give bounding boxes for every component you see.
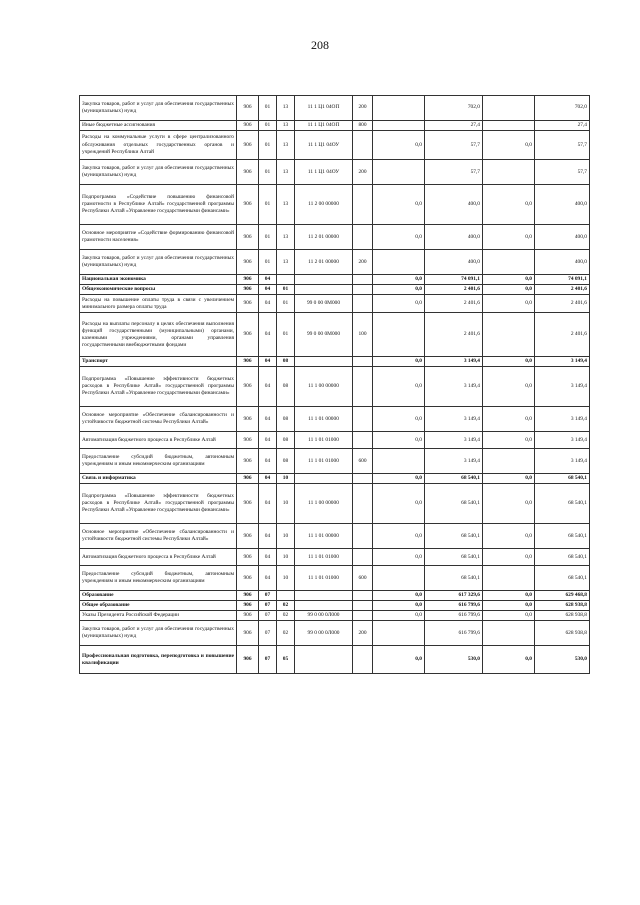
table-row xyxy=(80,611,590,621)
table-row xyxy=(80,646,590,674)
row-name-cell: Расходы на повышение оплаты труда в связи с увеличением минимального размера оплаты труда xyxy=(80,295,237,313)
row-value-cell-d: 11 1 Ц1 04ОУ xyxy=(295,131,353,160)
row-value-cell-b: 04 xyxy=(259,474,277,484)
row-name-cell: Подпрограмма «Повышение эффективности бюджетных расходов в Республике Алтай» государственной программы Республики Алтай «Управление государственными финансами» xyxy=(80,484,237,524)
row-value-cell-e xyxy=(353,646,373,674)
row-value-cell-a: 906 xyxy=(237,524,259,549)
row-value-cell-h xyxy=(483,250,535,275)
row-name-cell: Национальная экономика xyxy=(80,275,237,285)
row-value-cell-e: 600 xyxy=(353,566,373,591)
row-value-cell-e: 200 xyxy=(353,250,373,275)
row-name-cell: Расходы на выплаты персоналу в целях обеспечения выполнения функций государственными (муниципальными) органами, казенными учреждениями, органами управления государственными внебюджетными фондами xyxy=(80,313,237,357)
row-value-cell-b: 04 xyxy=(259,484,277,524)
row-value-cell-g: 3 149,4 xyxy=(425,407,483,432)
row-value-cell-c: 13 xyxy=(277,250,295,275)
row-value-cell-i: 702,0 xyxy=(535,96,590,121)
row-name-cell: Закупка товаров, работ и услуг для обеспечения государственных (муниципальных) нужд xyxy=(80,96,237,121)
row-value-cell-h: 0,0 xyxy=(483,474,535,484)
row-value-cell-h: 0,0 xyxy=(483,295,535,313)
row-name-cell: Закупка товаров, работ и услуг для обеспечения государственных (муниципальных) нужд xyxy=(80,621,237,646)
row-value-cell-h: 0,0 xyxy=(483,484,535,524)
row-value-cell-h: 0,0 xyxy=(483,646,535,674)
row-value-cell-a: 906 xyxy=(237,357,259,367)
row-value-cell-c: 13 xyxy=(277,160,295,185)
row-name-cell: Основное мероприятие «Обеспечение сбалансированности и устойчивости бюджетной системы Республики Алтай» xyxy=(80,407,237,432)
row-value-cell-i: 530,0 xyxy=(535,646,590,674)
row-value-cell-g: 616 799,6 xyxy=(425,611,483,621)
table-row xyxy=(80,549,590,566)
row-value-cell-i: 74 091,1 xyxy=(535,275,590,285)
row-name-cell: Транспорт xyxy=(80,357,237,367)
table-row xyxy=(80,601,590,611)
row-value-cell-b: 04 xyxy=(259,524,277,549)
row-value-cell-a: 906 xyxy=(237,432,259,449)
row-value-cell-c: 01 xyxy=(277,295,295,313)
row-value-cell-c: 10 xyxy=(277,484,295,524)
row-value-cell-h xyxy=(483,449,535,474)
row-value-cell-f: 0,0 xyxy=(373,407,425,432)
row-value-cell-f: 0,0 xyxy=(373,275,425,285)
row-value-cell-a: 906 xyxy=(237,646,259,674)
row-value-cell-e xyxy=(353,432,373,449)
row-value-cell-f: 0,0 xyxy=(373,295,425,313)
row-value-cell-b: 04 xyxy=(259,549,277,566)
table-row xyxy=(80,121,590,131)
row-value-cell-h: 0,0 xyxy=(483,285,535,295)
row-name-cell: Общеэкономические вопросы xyxy=(80,285,237,295)
row-value-cell-h xyxy=(483,121,535,131)
row-name-cell: Указы Президента Российской Федерации xyxy=(80,611,237,621)
row-value-cell-f: 0,0 xyxy=(373,591,425,601)
row-value-cell-a: 906 xyxy=(237,313,259,357)
row-name-cell: Расходы на коммунальные услуги в сфере централизованного обслуживания отдельных государственных органов и учреждений Республики Алтай xyxy=(80,131,237,160)
row-value-cell-f: 0,0 xyxy=(373,357,425,367)
row-value-cell-a: 906 xyxy=(237,407,259,432)
row-value-cell-d: 11 2 01 00000 xyxy=(295,250,353,275)
row-value-cell-g: 3 149,4 xyxy=(425,432,483,449)
row-value-cell-e xyxy=(353,367,373,407)
row-value-cell-h xyxy=(483,160,535,185)
row-value-cell-f xyxy=(373,621,425,646)
row-value-cell-a: 906 xyxy=(237,185,259,225)
row-name-cell: Автоматизация бюджетного процесса в Республике Алтай xyxy=(80,432,237,449)
row-value-cell-e: 200 xyxy=(353,160,373,185)
table-row xyxy=(80,96,590,121)
table-row xyxy=(80,131,590,160)
budget-table xyxy=(79,95,590,674)
row-value-cell-d xyxy=(295,357,353,367)
row-value-cell-a: 906 xyxy=(237,566,259,591)
row-value-cell-g: 3 149,4 xyxy=(425,449,483,474)
row-value-cell-g: 68 540,1 xyxy=(425,484,483,524)
row-value-cell-f xyxy=(373,313,425,357)
row-value-cell-h: 0,0 xyxy=(483,432,535,449)
row-value-cell-d xyxy=(295,275,353,285)
row-value-cell-c: 13 xyxy=(277,96,295,121)
row-value-cell-a: 906 xyxy=(237,131,259,160)
row-value-cell-f: 0,0 xyxy=(373,611,425,621)
row-value-cell-d: 99 0 00 0М000 xyxy=(295,313,353,357)
row-value-cell-i: 68 540,1 xyxy=(535,524,590,549)
row-value-cell-i: 68 540,1 xyxy=(535,484,590,524)
row-value-cell-e xyxy=(353,295,373,313)
row-value-cell-c: 08 xyxy=(277,367,295,407)
row-value-cell-b: 04 xyxy=(259,367,277,407)
row-value-cell-c: 13 xyxy=(277,131,295,160)
row-value-cell-g: 530,0 xyxy=(425,646,483,674)
table-row xyxy=(80,250,590,275)
row-value-cell-h: 0,0 xyxy=(483,549,535,566)
row-value-cell-i: 629 468,8 xyxy=(535,591,590,601)
row-value-cell-h xyxy=(483,621,535,646)
row-value-cell-b: 01 xyxy=(259,96,277,121)
row-value-cell-g: 57,7 xyxy=(425,160,483,185)
row-value-cell-d: 11 1 Ц1 04ОП xyxy=(295,121,353,131)
table-row xyxy=(80,591,590,601)
row-value-cell-g: 27,4 xyxy=(425,121,483,131)
row-value-cell-f xyxy=(373,160,425,185)
row-value-cell-e: 600 xyxy=(353,449,373,474)
table-row xyxy=(80,367,590,407)
page-number: 208 xyxy=(311,38,329,52)
row-value-cell-g: 68 540,1 xyxy=(425,524,483,549)
row-value-cell-e xyxy=(353,225,373,250)
row-value-cell-e xyxy=(353,524,373,549)
row-value-cell-d: 11 1 00 00000 xyxy=(295,367,353,407)
row-value-cell-f xyxy=(373,449,425,474)
row-value-cell-d: 11 1 Ц1 04ОП xyxy=(295,96,353,121)
row-value-cell-g: 616 799,6 xyxy=(425,621,483,646)
row-value-cell-h: 0,0 xyxy=(483,611,535,621)
row-value-cell-b: 01 xyxy=(259,131,277,160)
row-name-cell: Закупка товаров, работ и услуг для обеспечения государственных (муниципальных) нужд xyxy=(80,160,237,185)
row-value-cell-g: 68 540,1 xyxy=(425,474,483,484)
row-name-cell: Образование xyxy=(80,591,237,601)
row-value-cell-i: 3 149,4 xyxy=(535,449,590,474)
row-value-cell-e: 800 xyxy=(353,121,373,131)
row-value-cell-b: 01 xyxy=(259,121,277,131)
row-value-cell-b: 07 xyxy=(259,601,277,611)
row-value-cell-d: 11 2 00 00000 xyxy=(295,185,353,225)
row-value-cell-e xyxy=(353,611,373,621)
row-value-cell-b: 07 xyxy=(259,646,277,674)
row-value-cell-b: 01 xyxy=(259,185,277,225)
row-value-cell-c: 10 xyxy=(277,566,295,591)
table-row xyxy=(80,225,590,250)
table-row xyxy=(80,285,590,295)
row-value-cell-i: 3 149,4 xyxy=(535,407,590,432)
table-row xyxy=(80,566,590,591)
row-value-cell-c xyxy=(277,275,295,285)
row-value-cell-c: 08 xyxy=(277,432,295,449)
row-value-cell-e xyxy=(353,285,373,295)
row-value-cell-g: 400,0 xyxy=(425,250,483,275)
row-value-cell-i: 400,0 xyxy=(535,250,590,275)
row-value-cell-g: 2 401,6 xyxy=(425,313,483,357)
row-value-cell-d xyxy=(295,601,353,611)
row-value-cell-e xyxy=(353,484,373,524)
row-value-cell-d: 11 1 01 00000 xyxy=(295,407,353,432)
row-value-cell-e: 100 xyxy=(353,313,373,357)
row-value-cell-d xyxy=(295,474,353,484)
row-value-cell-f: 0,0 xyxy=(373,524,425,549)
row-value-cell-h: 0,0 xyxy=(483,357,535,367)
row-value-cell-b: 01 xyxy=(259,250,277,275)
row-value-cell-e xyxy=(353,131,373,160)
row-value-cell-e xyxy=(353,407,373,432)
row-value-cell-a: 906 xyxy=(237,250,259,275)
row-value-cell-g: 68 540,1 xyxy=(425,566,483,591)
row-value-cell-h: 0,0 xyxy=(483,225,535,250)
row-value-cell-f: 0,0 xyxy=(373,474,425,484)
row-value-cell-e xyxy=(353,549,373,566)
row-value-cell-b: 07 xyxy=(259,621,277,646)
row-value-cell-c: 02 xyxy=(277,611,295,621)
table-row xyxy=(80,484,590,524)
row-value-cell-a: 906 xyxy=(237,225,259,250)
row-value-cell-b: 01 xyxy=(259,225,277,250)
row-value-cell-i: 3 149,4 xyxy=(535,432,590,449)
row-value-cell-g: 400,0 xyxy=(425,225,483,250)
row-value-cell-i: 628 938,8 xyxy=(535,601,590,611)
row-name-cell: Предоставление субсидий бюджетным, автономным учреждениям и иным некоммерческим организациям xyxy=(80,566,237,591)
row-value-cell-e xyxy=(353,275,373,285)
row-value-cell-a: 906 xyxy=(237,285,259,295)
row-value-cell-i: 628 938,8 xyxy=(535,621,590,646)
row-value-cell-c: 10 xyxy=(277,549,295,566)
row-value-cell-d xyxy=(295,591,353,601)
row-value-cell-g: 702,0 xyxy=(425,96,483,121)
row-value-cell-e xyxy=(353,185,373,225)
row-value-cell-a: 906 xyxy=(237,611,259,621)
row-value-cell-b: 07 xyxy=(259,591,277,601)
row-value-cell-a: 906 xyxy=(237,275,259,285)
row-value-cell-c: 13 xyxy=(277,185,295,225)
row-value-cell-d: 11 1 01 01000 xyxy=(295,449,353,474)
row-name-cell: Профессиональная подготовка, переподготовка и повышение квалификации xyxy=(80,646,237,674)
row-value-cell-h xyxy=(483,566,535,591)
row-value-cell-f: 0,0 xyxy=(373,131,425,160)
row-value-cell-a: 906 xyxy=(237,474,259,484)
row-value-cell-d xyxy=(295,646,353,674)
row-value-cell-d: 11 1 01 00000 xyxy=(295,524,353,549)
table-row xyxy=(80,313,590,357)
row-name-cell: Иные бюджетные ассигнования xyxy=(80,121,237,131)
row-value-cell-h: 0,0 xyxy=(483,367,535,407)
row-value-cell-i: 2 401,6 xyxy=(535,285,590,295)
row-value-cell-c: 13 xyxy=(277,121,295,131)
row-value-cell-e xyxy=(353,357,373,367)
row-value-cell-f: 0,0 xyxy=(373,432,425,449)
row-value-cell-h: 0,0 xyxy=(483,591,535,601)
row-value-cell-a: 906 xyxy=(237,549,259,566)
row-value-cell-h: 0,0 xyxy=(483,185,535,225)
row-value-cell-b: 04 xyxy=(259,449,277,474)
row-value-cell-c: 01 xyxy=(277,285,295,295)
row-value-cell-g: 68 540,1 xyxy=(425,549,483,566)
row-value-cell-d: 11 1 01 01000 xyxy=(295,432,353,449)
row-value-cell-b: 01 xyxy=(259,160,277,185)
row-value-cell-b: 04 xyxy=(259,432,277,449)
table-row xyxy=(80,275,590,285)
row-value-cell-i: 2 401,6 xyxy=(535,295,590,313)
row-name-cell: Основное мероприятие «Содействие формированию финансовой грамотности населения» xyxy=(80,225,237,250)
row-value-cell-f xyxy=(373,250,425,275)
row-value-cell-g: 74 091,1 xyxy=(425,275,483,285)
row-value-cell-c: 08 xyxy=(277,449,295,474)
row-value-cell-c: 10 xyxy=(277,524,295,549)
row-value-cell-d: 11 1 01 01000 xyxy=(295,549,353,566)
row-value-cell-g: 57,7 xyxy=(425,131,483,160)
row-value-cell-e: 200 xyxy=(353,621,373,646)
row-value-cell-g: 2 401,6 xyxy=(425,285,483,295)
row-value-cell-b: 07 xyxy=(259,611,277,621)
row-name-cell: Общее образование xyxy=(80,601,237,611)
row-value-cell-i: 68 540,1 xyxy=(535,566,590,591)
row-value-cell-h: 0,0 xyxy=(483,601,535,611)
table-row xyxy=(80,449,590,474)
row-value-cell-i: 57,7 xyxy=(535,131,590,160)
row-value-cell-a: 906 xyxy=(237,601,259,611)
row-value-cell-d: 11 1 Ц1 04ОУ xyxy=(295,160,353,185)
row-value-cell-d xyxy=(295,285,353,295)
row-value-cell-d: 99 0 00 0М000 xyxy=(295,295,353,313)
row-value-cell-f xyxy=(373,121,425,131)
row-value-cell-i: 3 149,4 xyxy=(535,357,590,367)
row-value-cell-f: 0,0 xyxy=(373,549,425,566)
row-value-cell-f xyxy=(373,96,425,121)
row-value-cell-i: 27,4 xyxy=(535,121,590,131)
row-value-cell-d: 11 1 00 00000 xyxy=(295,484,353,524)
row-value-cell-b: 04 xyxy=(259,285,277,295)
row-value-cell-a: 906 xyxy=(237,295,259,313)
row-value-cell-h: 0,0 xyxy=(483,524,535,549)
row-value-cell-c: 01 xyxy=(277,313,295,357)
row-value-cell-g: 3 149,4 xyxy=(425,367,483,407)
row-name-cell: Связь и информатика xyxy=(80,474,237,484)
row-name-cell: Закупка товаров, работ и услуг для обеспечения государственных (муниципальных) нужд xyxy=(80,250,237,275)
row-name-cell: Автоматизация бюджетного процесса в Республике Алтай xyxy=(80,549,237,566)
table-row xyxy=(80,160,590,185)
row-value-cell-i: 628 938,8 xyxy=(535,611,590,621)
table-row xyxy=(80,357,590,367)
row-value-cell-a: 906 xyxy=(237,621,259,646)
row-value-cell-i: 68 540,1 xyxy=(535,549,590,566)
row-value-cell-f: 0,0 xyxy=(373,646,425,674)
row-name-cell: Предоставление субсидий бюджетным, автономным учреждениям и иным некоммерческим организациям xyxy=(80,449,237,474)
row-value-cell-e xyxy=(353,474,373,484)
row-value-cell-b: 04 xyxy=(259,357,277,367)
row-value-cell-h: 0,0 xyxy=(483,131,535,160)
row-value-cell-g: 400,0 xyxy=(425,185,483,225)
table-row xyxy=(80,185,590,225)
row-value-cell-i: 2 401,6 xyxy=(535,313,590,357)
row-value-cell-f: 0,0 xyxy=(373,285,425,295)
row-value-cell-e: 200 xyxy=(353,96,373,121)
row-value-cell-b: 04 xyxy=(259,407,277,432)
row-value-cell-b: 04 xyxy=(259,295,277,313)
row-value-cell-d: 11 2 01 00000 xyxy=(295,225,353,250)
row-value-cell-h: 0,0 xyxy=(483,275,535,285)
row-value-cell-g: 2 401,6 xyxy=(425,295,483,313)
row-value-cell-c: 05 xyxy=(277,646,295,674)
table-row xyxy=(80,524,590,549)
row-value-cell-g: 617 329,6 xyxy=(425,591,483,601)
row-name-cell: Подпрограмма «Содействие повышению финансовой грамотности в Республике Алтай» государственной программы Республики Алтай «Управление государственными финансами» xyxy=(80,185,237,225)
row-value-cell-b: 04 xyxy=(259,313,277,357)
row-value-cell-c xyxy=(277,591,295,601)
row-value-cell-h xyxy=(483,313,535,357)
row-name-cell: Подпрограмма «Повышение эффективности бюджетных расходов в Республике Алтай» государственной программы Республики Алтай «Управление государственными финансами» xyxy=(80,367,237,407)
row-value-cell-i: 400,0 xyxy=(535,185,590,225)
row-value-cell-a: 906 xyxy=(237,449,259,474)
row-value-cell-a: 906 xyxy=(237,591,259,601)
row-value-cell-i: 3 149,4 xyxy=(535,367,590,407)
row-value-cell-a: 906 xyxy=(237,160,259,185)
row-value-cell-c: 10 xyxy=(277,474,295,484)
row-value-cell-f: 0,0 xyxy=(373,225,425,250)
row-value-cell-i: 68 540,1 xyxy=(535,474,590,484)
row-value-cell-c: 08 xyxy=(277,357,295,367)
row-value-cell-e xyxy=(353,591,373,601)
row-value-cell-b: 04 xyxy=(259,275,277,285)
row-value-cell-i: 57,7 xyxy=(535,160,590,185)
row-value-cell-d: 99 0 00 0Л000 xyxy=(295,621,353,646)
row-value-cell-f: 0,0 xyxy=(373,367,425,407)
row-value-cell-a: 906 xyxy=(237,96,259,121)
row-value-cell-g: 3 149,4 xyxy=(425,357,483,367)
row-value-cell-f xyxy=(373,566,425,591)
row-value-cell-h xyxy=(483,96,535,121)
row-value-cell-c: 08 xyxy=(277,407,295,432)
table-row xyxy=(80,432,590,449)
row-value-cell-g: 616 799,6 xyxy=(425,601,483,611)
row-value-cell-a: 906 xyxy=(237,367,259,407)
row-name-cell: Основное мероприятие «Обеспечение сбалансированности и устойчивости бюджетной системы Республики Алтай» xyxy=(80,524,237,549)
row-value-cell-h: 0,0 xyxy=(483,407,535,432)
row-value-cell-c: 02 xyxy=(277,601,295,611)
row-value-cell-i: 400,0 xyxy=(535,225,590,250)
table-row xyxy=(80,474,590,484)
row-value-cell-c: 02 xyxy=(277,621,295,646)
row-value-cell-d: 11 1 01 01000 xyxy=(295,566,353,591)
table-row xyxy=(80,621,590,646)
row-value-cell-d: 99 0 00 0Л000 xyxy=(295,611,353,621)
table-row xyxy=(80,407,590,432)
row-value-cell-e xyxy=(353,601,373,611)
row-value-cell-f: 0,0 xyxy=(373,185,425,225)
row-value-cell-b: 04 xyxy=(259,566,277,591)
table-row xyxy=(80,295,590,313)
row-value-cell-a: 906 xyxy=(237,121,259,131)
row-value-cell-f: 0,0 xyxy=(373,601,425,611)
row-value-cell-a: 906 xyxy=(237,484,259,524)
row-value-cell-c: 13 xyxy=(277,225,295,250)
row-value-cell-f: 0,0 xyxy=(373,484,425,524)
